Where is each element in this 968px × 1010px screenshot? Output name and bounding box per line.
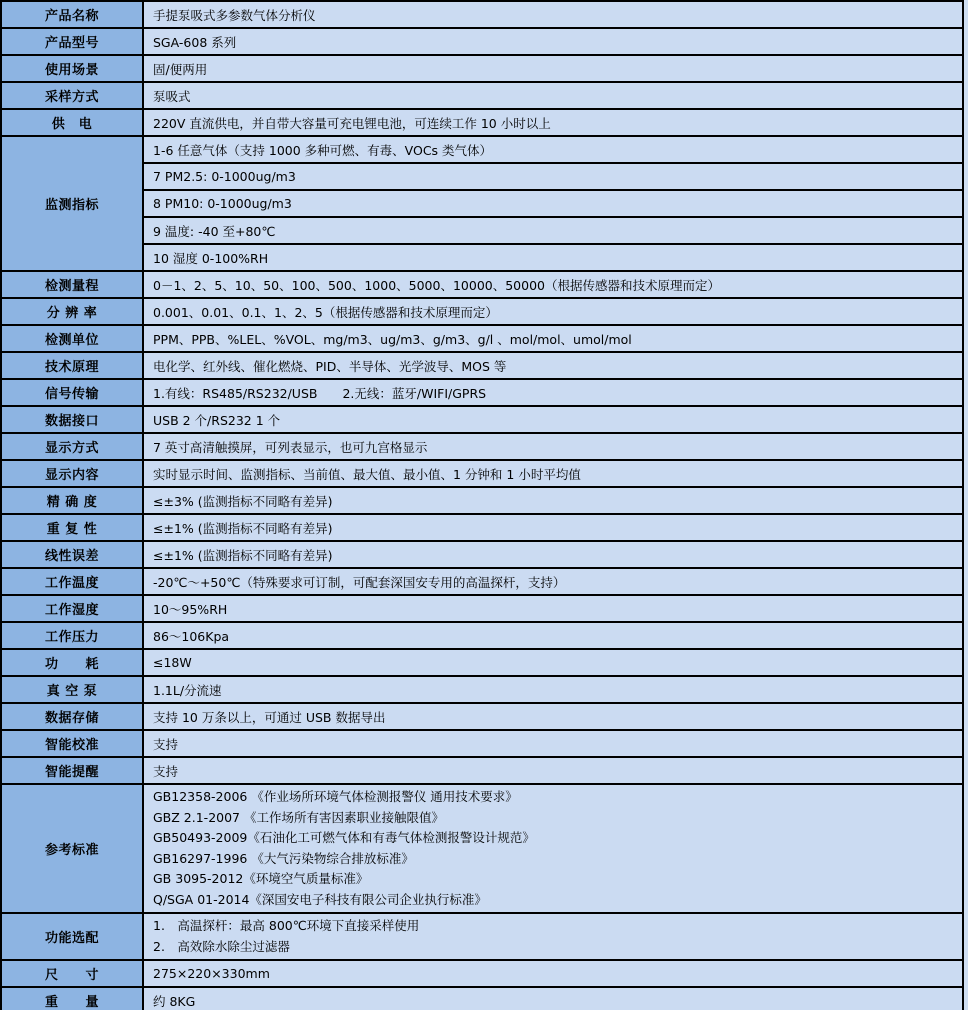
spec-row	[1, 595, 963, 622]
spec-value: 支持 10 万条以上，可通过 USB 数据导出	[143, 703, 963, 730]
spec-label: 真 空 泵	[1, 676, 143, 703]
spec-label: 线性误差	[1, 541, 143, 568]
spec-row	[1, 190, 963, 217]
spec-label: 显示内容	[1, 460, 143, 487]
spec-row	[1, 649, 963, 676]
spec-row	[1, 271, 963, 298]
spec-row	[1, 460, 963, 487]
spec-label: 产品名称	[1, 1, 143, 28]
spec-value: 手提泵吸式多参数气体分析仪	[143, 1, 963, 28]
spec-value-line: GBZ 2.1-2007 《工作场所有害因素职业接触限值》	[153, 809, 444, 825]
spec-value-line: GB50493-2009《石油化工可燃气体和有毒气体检测报警设计规范》	[153, 830, 535, 845]
spec-value: 实时显示时间、监测指标、当前值、最大值、最小值、1 分钟和 1 小时平均值	[143, 460, 963, 487]
spec-label: 数据存储	[1, 703, 143, 730]
spec-value: 约 8KG	[143, 987, 963, 1010]
spec-row	[1, 1, 963, 28]
spec-row	[1, 433, 963, 460]
spec-row	[1, 298, 963, 325]
spec-value-line: GB12358-2006 《作业场所环境气体检测报警仪 通用技术要求》	[153, 789, 518, 804]
spec-row	[1, 28, 963, 55]
spec-label: 重 复 性	[1, 514, 143, 541]
spec-label: 使用场景	[1, 55, 143, 82]
spec-value: 10～95%RH	[143, 595, 963, 622]
spec-value: 1-6 任意气体（支持 1000 多种可燃、有毒、VOCs 类气体）	[143, 136, 963, 163]
spec-row	[1, 82, 963, 109]
spec-value: ≤±1% (监测指标不同略有差异)	[143, 541, 963, 568]
spec-label: 功能选配	[1, 913, 143, 960]
spec-value	[143, 913, 963, 960]
spec-value: PPM、PPB、%LEL、%VOL、mg/m3、ug/m3、g/m3、g/l 、mol/mol、umol/mol	[143, 325, 963, 352]
spec-label: 参考标准	[1, 784, 143, 913]
spec-row	[1, 352, 963, 379]
spec-row	[1, 325, 963, 352]
spec-value-line: 2. 高效除水除尘过滤器	[153, 938, 290, 954]
spec-row	[1, 109, 963, 136]
spec-value	[143, 784, 963, 913]
spec-value-line: 1. 高温探杆：最高 800℃环境下直接采样使用	[153, 918, 420, 933]
spec-value: 9 温度: -40 至+80℃	[143, 217, 963, 244]
spec-value: -20℃～+50℃（特殊要求可订制，可配套深国安专用的高温探杆，支持）	[143, 568, 963, 595]
spec-label: 智能校准	[1, 730, 143, 757]
spec-row	[1, 487, 963, 514]
spec-value: ≤±3% (监测指标不同略有差异)	[143, 487, 963, 514]
spec-row	[1, 163, 963, 190]
spec-row	[1, 622, 963, 649]
spec-label: 分 辨 率	[1, 298, 143, 325]
spec-row	[1, 406, 963, 433]
spec-label: 信号传输	[1, 379, 143, 406]
spec-row	[1, 541, 963, 568]
spec-value-line: Q/SGA 01-2014《深国安电子科技有限公司企业执行标准》	[153, 891, 487, 907]
spec-label: 显示方式	[1, 433, 143, 460]
spec-row	[1, 960, 963, 987]
spec-row	[1, 987, 963, 1010]
spec-label: 功 耗	[1, 649, 143, 676]
spec-value: 电化学、红外线、催化燃烧、PID、半导体、光学波导、MOS 等	[143, 352, 963, 379]
spec-table-body	[1, 1, 963, 1010]
spec-value: 1.有线：RS485/RS232/USB 2.无线：蓝牙/WIFI/GPRS	[143, 379, 963, 406]
spec-row	[1, 757, 963, 784]
spec-value: 1.1L/分流速	[143, 676, 963, 703]
spec-row	[1, 379, 963, 406]
spec-value: 220V 直流供电，并自带大容量可充电锂电池，可连续工作 10 小时以上	[143, 109, 963, 136]
spec-row	[1, 784, 963, 913]
spec-label: 供 电	[1, 109, 143, 136]
spec-value: SGA-608 系列	[143, 28, 963, 55]
spec-row	[1, 676, 963, 703]
spec-value: 支持	[143, 730, 963, 757]
spec-value: 8 PM10: 0-1000ug/m3	[143, 190, 963, 217]
spec-value: 10 湿度 0-100%RH	[143, 244, 963, 271]
spec-value: 支持	[143, 757, 963, 784]
spec-label: 检测单位	[1, 325, 143, 352]
spec-value: 固/便两用	[143, 55, 963, 82]
spec-row	[1, 217, 963, 244]
spec-row	[1, 514, 963, 541]
spec-value: 275×220×330mm	[143, 960, 963, 987]
spec-row	[1, 244, 963, 271]
spec-value: 泵吸式	[143, 82, 963, 109]
spec-label: 智能提醒	[1, 757, 143, 784]
spec-row	[1, 136, 963, 163]
spec-label: 技术原理	[1, 352, 143, 379]
spec-label: 重 量	[1, 987, 143, 1010]
spec-row	[1, 568, 963, 595]
spec-label: 采样方式	[1, 82, 143, 109]
spec-value: 7 PM2.5: 0-1000ug/m3	[143, 163, 963, 190]
spec-value: 7 英寸高清触摸屏，可列表显示，也可九宫格显示	[143, 433, 963, 460]
spec-value-line: GB16297-1996 《大气污染物综合排放标准》	[153, 850, 414, 866]
spec-value: ≤18W	[143, 649, 963, 676]
spec-label: 工作温度	[1, 568, 143, 595]
spec-label: 工作压力	[1, 622, 143, 649]
spec-row	[1, 55, 963, 82]
spec-value: USB 2 个/RS232 1 个	[143, 406, 963, 433]
spec-value: 0－1、2、5、10、50、100、500、1000、5000、10000、50000（根据传感器和技术原理而定）	[143, 271, 963, 298]
spec-value-line: GB 3095-2012《环境空气质量标准》	[153, 871, 369, 886]
spec-label: 监测指标	[1, 136, 143, 271]
spec-row	[1, 703, 963, 730]
spec-label: 精 确 度	[1, 487, 143, 514]
spec-row	[1, 913, 963, 960]
spec-row	[1, 730, 963, 757]
spec-label: 数据接口	[1, 406, 143, 433]
spec-label: 工作湿度	[1, 595, 143, 622]
spec-value: ≤±1% (监测指标不同略有差异)	[143, 514, 963, 541]
spec-label: 检测量程	[1, 271, 143, 298]
spec-value: 0.001、0.01、0.1、1、2、5（根据传感器和技术原理而定）	[143, 298, 963, 325]
spec-value: 86～106Kpa	[143, 622, 963, 649]
spec-label: 尺 寸	[1, 960, 143, 987]
spec-label: 产品型号	[1, 28, 143, 55]
